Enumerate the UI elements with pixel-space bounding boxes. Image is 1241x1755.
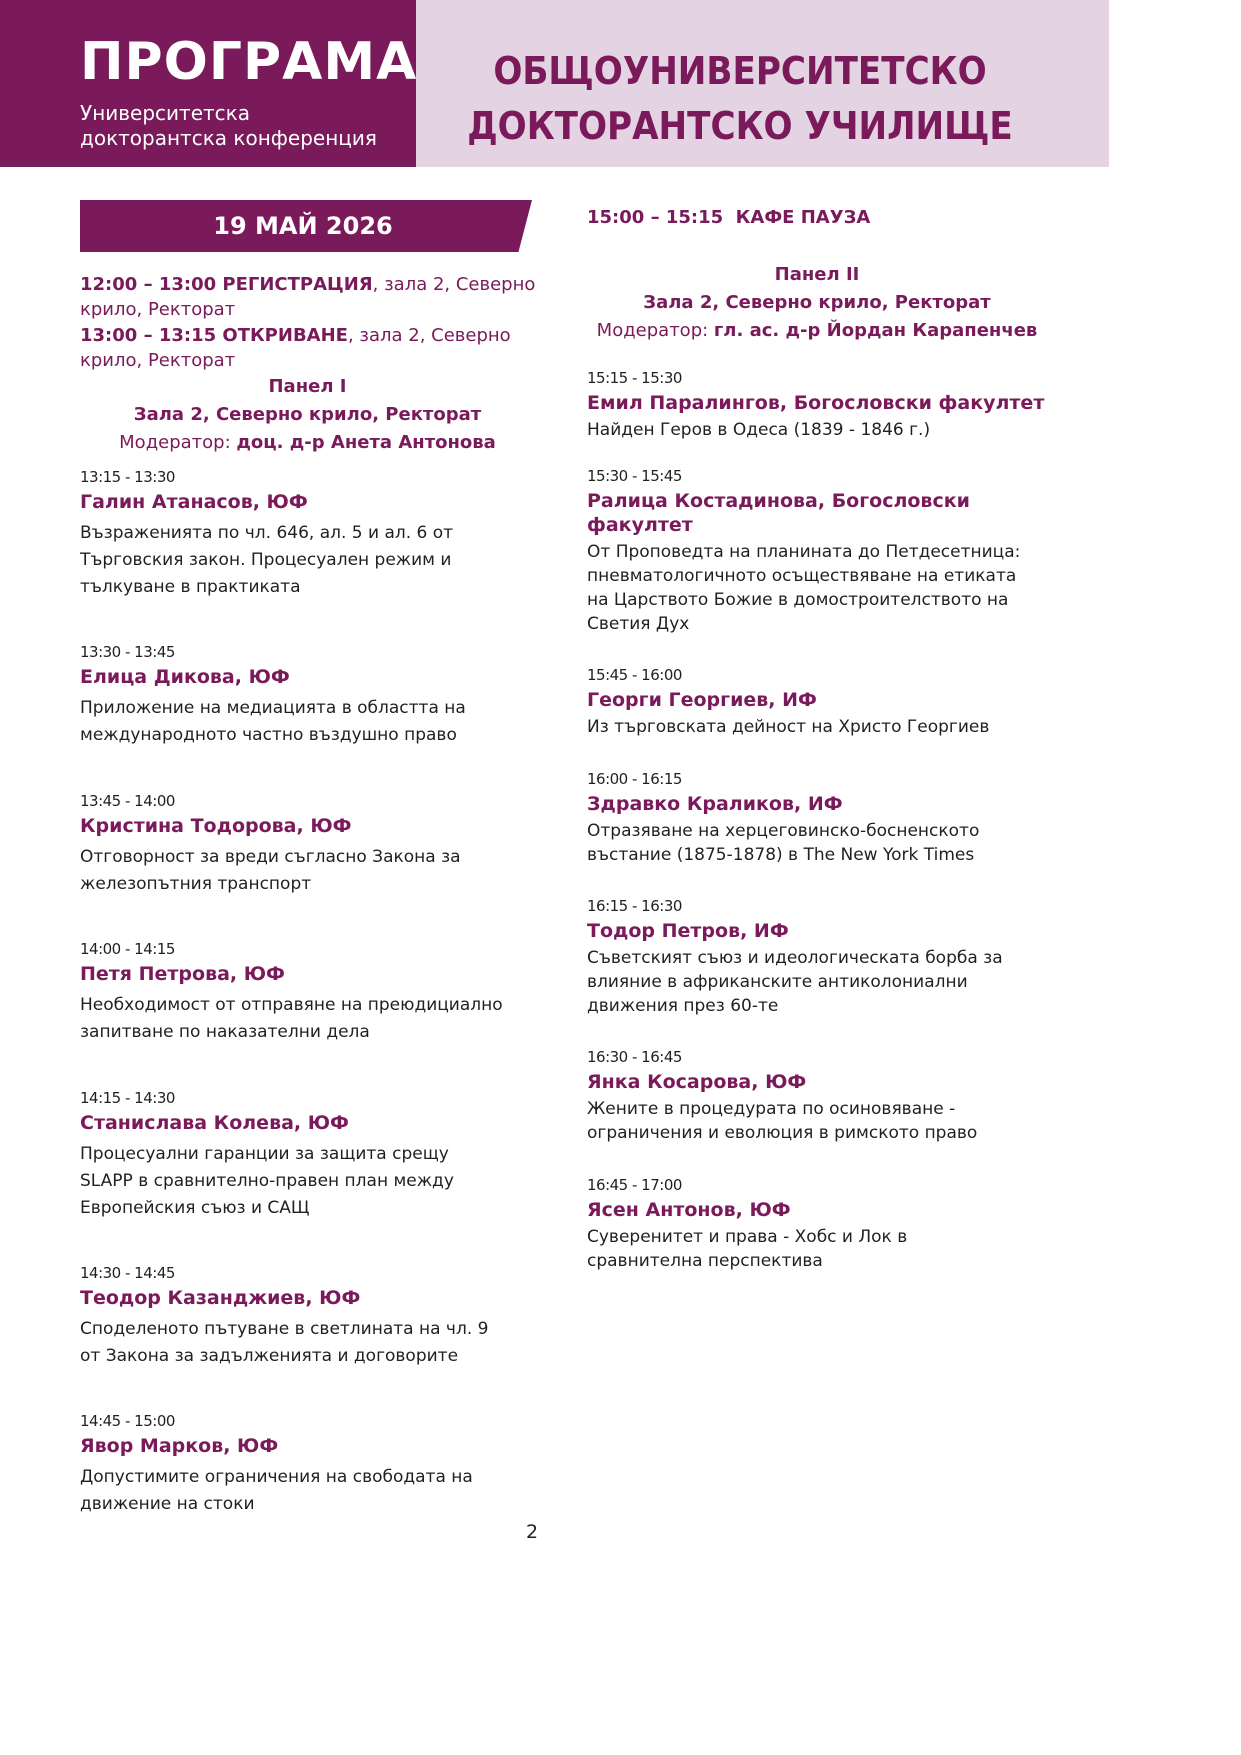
talk-title-line: SLAPP в сравнително-правен план между	[80, 1171, 454, 1191]
talk-title-line: Жените в процедурата по осиновяване -	[587, 1099, 956, 1119]
talk-time: 15:15 - 15:30	[587, 369, 682, 387]
school-name	[420, 44, 1060, 154]
coffee-break-time: 15:00 – 15:15	[587, 207, 724, 228]
talk-title-line: влияние в африканските антиколониални	[587, 972, 968, 992]
program-title: ПРОГРАМА	[80, 32, 418, 92]
registration-line1	[80, 272, 535, 297]
talk-title-line: тълкуване в практиката	[80, 577, 301, 597]
talk-speaker: Ясен Антонов, ЮФ	[587, 1199, 791, 1221]
talk-time: 14:00 - 14:15	[80, 940, 175, 958]
talk-title-line: Процесуални гаранции за защита срещу	[80, 1144, 449, 1164]
talk-title-line: от Закона за задълженията и договорите	[80, 1346, 459, 1366]
talk-time: 16:00 - 16:15	[587, 770, 682, 788]
talk-title-line: Приложение на медиацията в областта на	[80, 698, 466, 718]
panel2-name: Панел II	[774, 264, 860, 285]
talk-title-line: Възраженията по чл. 646, ал. 5 и ал. 6 от	[80, 523, 454, 543]
talk-time: 15:30 - 15:45	[587, 467, 682, 485]
panel2-moderator: гл. ас. д-р Йордан Карапенчев	[713, 320, 1038, 341]
talk-time: 14:45 - 15:00	[80, 1412, 175, 1430]
talk-speaker: Георги Георгиев, ИФ	[587, 689, 817, 711]
opening-line1	[80, 323, 511, 348]
talk-speaker: Елица Дикова, ЮФ	[80, 666, 290, 688]
talk-title-line: железопътния транспорт	[80, 874, 312, 894]
talk-time: 15:45 - 16:00	[587, 666, 682, 684]
talk-speaker: Кристина Тодорова, ЮФ	[80, 815, 352, 837]
program-subtitle	[80, 101, 377, 151]
talk-time: 16:45 - 17:00	[587, 1176, 682, 1194]
opening-place: , зала 2, Северно	[347, 325, 511, 346]
talk-title-line: Найден Геров в Одеса (1839 - 1846 г.)	[587, 420, 931, 440]
talk-title-line: Необходимост от отправяне на преюдициално	[80, 995, 503, 1015]
talk-title-line: въстание (1875-1878) в The New York Times	[587, 845, 975, 865]
talk-title-line: на Царството Божие в домостроителството на	[587, 590, 1009, 610]
talk-title-line: От Проповедта на планината до Петдесетница:	[587, 542, 1021, 562]
talk-title-line: Отговорност за вреди съгласно Закона за	[80, 847, 461, 867]
panel2-moderator-line	[587, 317, 1047, 345]
talk-title-line: ограничения и еволюция в римското право	[587, 1123, 978, 1143]
talk-speaker: Ралица Костадинова, Богословски	[587, 490, 970, 512]
panel2-moderator-label: Модератор:	[596, 320, 714, 341]
program-subtitle-line2: докторантска конференция	[80, 126, 377, 150]
talk-speaker: Янка Косарова, ЮФ	[587, 1071, 807, 1093]
panel1-room: Зала 2, Северно крило, Ректорат	[133, 404, 482, 425]
opening-time: 13:00 – 13:15 ОТКРИВАНЕ	[80, 325, 348, 346]
panel1-name: Панел I	[268, 376, 347, 397]
talk-speaker: Теодор Казанджиев, ЮФ	[80, 1287, 361, 1309]
talk-speaker: Явор Марков, ЮФ	[80, 1435, 279, 1457]
opening-line2: крило, Ректорат	[80, 350, 236, 371]
panel1-moderator-label: Модератор:	[119, 432, 237, 453]
talk-title-line: Отразяване на херцеговинско-босненското	[587, 821, 980, 841]
registration-line2: крило, Ректорат	[80, 299, 236, 320]
talk-title-line: сравнителна перспектива	[587, 1251, 823, 1271]
talk-title-line: Суверенитет и права - Хобс и Лок в	[587, 1227, 908, 1247]
coffee-break	[587, 207, 870, 228]
talk-title-line: Допустимите ограничения на свободата на	[80, 1467, 473, 1487]
talk-time: 13:15 - 13:30	[80, 468, 175, 486]
talk-title-line: Из търговската дейност на Христо Георгиев	[587, 717, 990, 737]
talk-title-line: Търговския закон. Процесуален режим и	[80, 550, 452, 570]
talk-time: 13:30 - 13:45	[80, 643, 175, 661]
talk-speaker: Станислава Колева, ЮФ	[80, 1112, 349, 1134]
talk-title-line: Съветският съюз и идеологическата борба за	[587, 948, 1003, 968]
date-label: 19 МАЙ 2026	[213, 212, 393, 240]
school-name-line2: ДОКТОРАНТСКО УЧИЛИЩЕ	[467, 104, 1013, 148]
talk-time: 16:15 - 16:30	[587, 897, 682, 915]
registration-time: 12:00 – 13:00 РЕГИСТРАЦИЯ	[80, 274, 373, 295]
talk-speaker: Емил Паралингов, Богословски факултет	[587, 392, 1045, 414]
page-number: 2	[526, 1521, 539, 1543]
talk-time: 14:15 - 14:30	[80, 1089, 175, 1107]
talk-title-line: движение на стоки	[80, 1494, 255, 1514]
talk-time: 13:45 - 14:00	[80, 792, 175, 810]
talk-title-line: международното частно въздушно право	[80, 725, 457, 745]
talk-title-line: движения през 60-те	[587, 996, 779, 1016]
talk-title-line: Светия Дух	[587, 614, 690, 634]
school-name-line1: ОБЩОУНИВЕРСИТЕТСКО	[493, 49, 987, 93]
talk-title-line: пневматологичното осъществяване на етиката	[587, 566, 1017, 586]
panel1-moderator-line	[80, 429, 535, 457]
panel1-moderator: доц. д-р Анета Антонова	[236, 432, 496, 453]
talk-speaker: Здравко Краликов, ИФ	[587, 793, 843, 815]
talk-time: 16:30 - 16:45	[587, 1048, 682, 1066]
panel2-room: Зала 2, Северно крило, Ректорат	[643, 292, 991, 313]
talk-title-line: Споделеното пътуване в светлината на чл. 9	[80, 1319, 489, 1339]
talk-title-line: Европейския съюз и САЩ	[80, 1198, 310, 1218]
talk-speaker: Петя Петрова, ЮФ	[80, 963, 285, 985]
talk-speaker: Галин Атанасов, ЮФ	[80, 491, 308, 513]
talk-time: 14:30 - 14:45	[80, 1264, 175, 1282]
talk-speaker: факултет	[587, 514, 693, 536]
coffee-break-label: КАФЕ ПАУЗА	[735, 207, 871, 228]
talk-title-line: запитване по наказателни дела	[80, 1022, 370, 1042]
registration-place: , зала 2, Северно	[372, 274, 536, 295]
talk-speaker: Тодор Петров, ИФ	[587, 920, 789, 942]
program-subtitle-line1: Университетска	[80, 101, 250, 125]
